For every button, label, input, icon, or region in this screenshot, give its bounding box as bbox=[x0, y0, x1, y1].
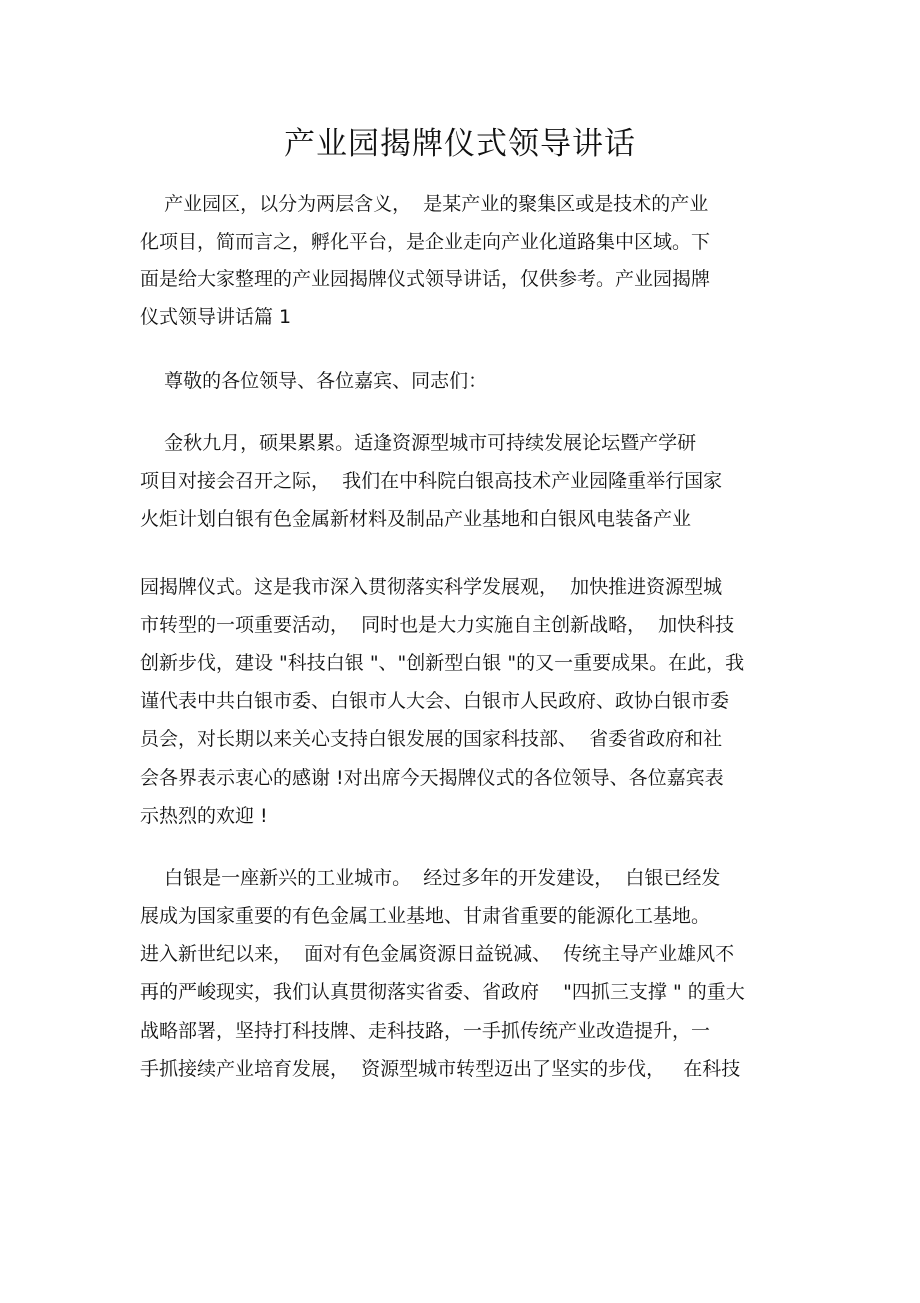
paragraph-line: 项目对接会召开之际， 我们在中科院白银高技术产业园隆重举行国家 bbox=[140, 470, 723, 492]
paragraph-line: 战略部署，坚持打科技牌、走科技路，一手抓传统产业改造提升，一 bbox=[140, 1020, 711, 1042]
paragraph-line: 展成为国家重要的有色金属工业基地、甘肃省重要的能源化工基地。 bbox=[140, 905, 711, 927]
paragraph-line: 进入新世纪以来， 面对有色金属资源日益锐减、 传统主导产业雄风不 bbox=[140, 943, 735, 965]
page-title: 产业园揭牌仪式领导讲话 bbox=[284, 126, 636, 162]
paragraph-line: 仪式领导讲话篇 1 bbox=[140, 306, 292, 328]
paragraph-line: 创新步伐，建设 "科技白银 "、"创新型白银 "的又一重要成果。在此，我 bbox=[140, 652, 745, 674]
paragraph-line: 产业园区，以分为两层含义， 是某产业的聚集区或是技术的产业 bbox=[140, 193, 709, 215]
paragraph-line: 再的严峻现实，我们认真贯彻落实省委、省政府 "四抓三支撑 " 的重大 bbox=[140, 981, 745, 1003]
paragraph-line: 白银是一座新兴的工业城市。 经过多年的开发建设， 白银已经发 bbox=[140, 867, 721, 889]
paragraph-line: 化项目，简而言之，孵化平台，是企业走向产业化道路集中区域。下 bbox=[140, 231, 711, 253]
paragraph-line: 尊敬的各位领导、各位嘉宾、同志们： bbox=[140, 370, 488, 392]
paragraph-line: 会各界表示衷心的感谢 !对出席今天揭牌仪式的各位领导、各位嘉宾表 bbox=[140, 767, 724, 789]
paragraph-line: 金秋九月，硕果累累。适逢资源型城市可持续发展论坛暨产学研 bbox=[140, 432, 697, 454]
paragraph-line: 手抓接续产业培育发展， 资源型城市转型迈出了坚实的步伐， 在科技 bbox=[140, 1058, 741, 1080]
paragraph-line: 面是给大家整理的产业园揭牌仪式领导讲话，仅供参考。产业园揭牌 bbox=[140, 268, 711, 290]
paragraph-line: 园揭牌仪式。这是我市深入贯彻落实科学发展观， 加快推进资源型城 bbox=[140, 576, 723, 598]
paragraph-line: 火炬计划白银有色金属新材料及制品产业基地和白银风电装备产业 bbox=[140, 508, 692, 530]
paragraph-line: 市转型的一项重要活动， 同时也是大力实施自主创新战略， 加快科技 bbox=[140, 614, 735, 636]
paragraph-line: 员会，对长期以来关心支持白银发展的国家科技部、 省委省政府和社 bbox=[140, 728, 723, 750]
paragraph-line: 谨代表中共白银市委、白银市人大会、白银市人民政府、政协白银市委 bbox=[140, 690, 730, 712]
paragraph-line: 示热烈的欢迎 ! bbox=[140, 805, 268, 827]
